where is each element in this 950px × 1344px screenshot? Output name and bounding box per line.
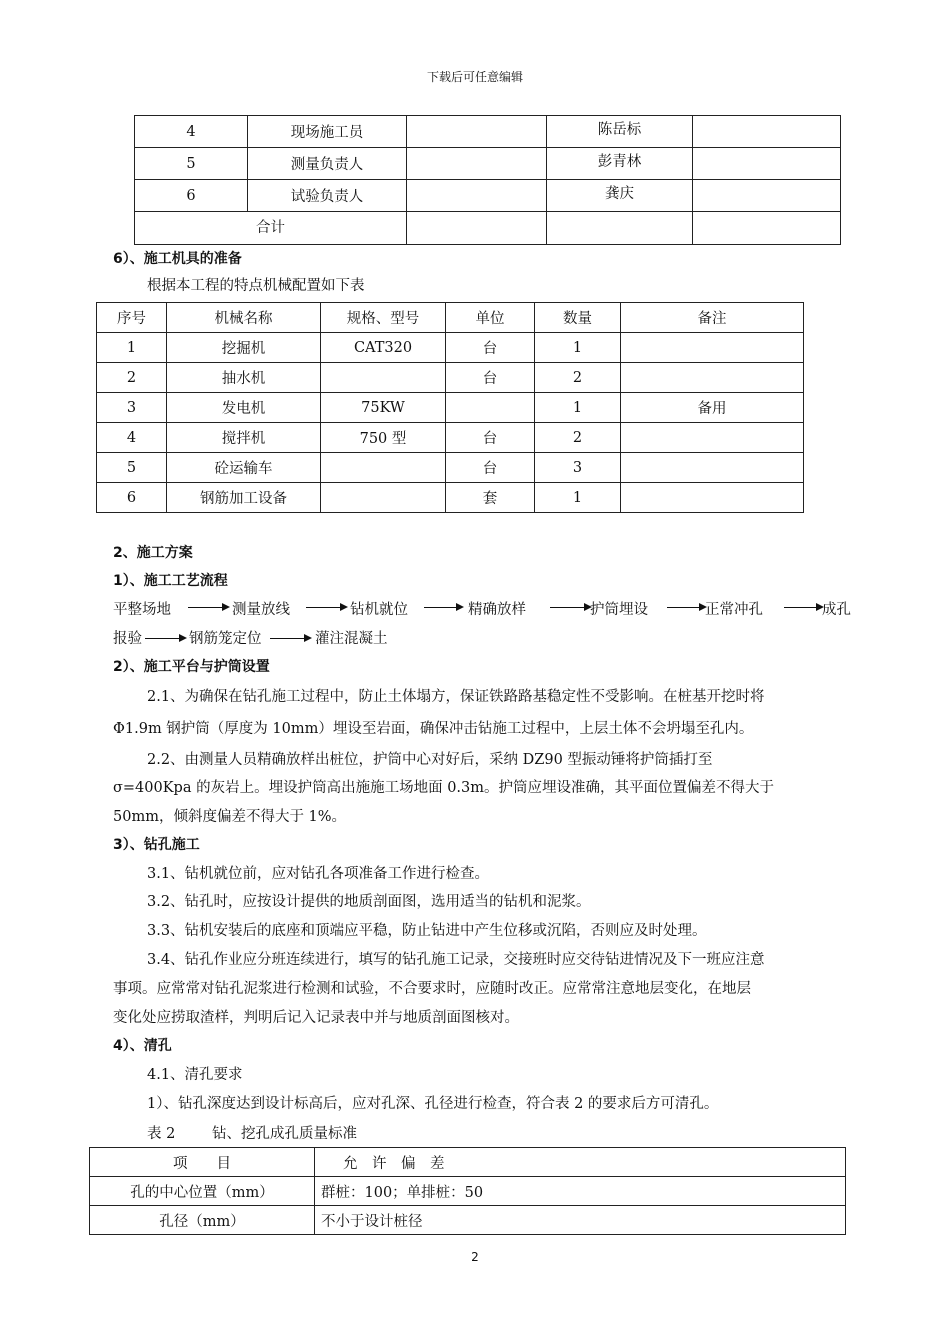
table-cell (621, 363, 804, 393)
table-row (135, 148, 841, 180)
flow-step: 测量放线 (232, 602, 290, 618)
page-header: 下载后可任意编辑 (426, 70, 523, 84)
table-cell: 2 (535, 423, 621, 453)
table-cell: 试验负责人 (248, 180, 407, 212)
table-cell: 陈岳标 (547, 116, 693, 148)
table-cell: 75KW (321, 393, 446, 423)
section-heading: 2、施工方案 (113, 545, 193, 561)
table-row (97, 333, 804, 363)
table-cell: 套 (446, 483, 535, 513)
staff-table (134, 115, 841, 245)
table-row (135, 116, 841, 148)
paragraph: 1）、钻孔深度达到设计标高后，应对孔深、孔径进行检查，符合表 2 的要求后方可清孔。 (147, 1096, 719, 1112)
table-cell (321, 483, 446, 513)
table-row (97, 393, 804, 423)
paragraph: 2.2、由测量人员精确放样出桩位，护筒中心对好后，采纳 DZ90 型振动锤将护筒插打至 (147, 752, 713, 768)
table-cell (407, 180, 547, 212)
table-cell: 台 (446, 363, 535, 393)
arrow-right-icon (145, 638, 185, 639)
column-header: 数量 (535, 303, 621, 333)
flow-step: 精确放样 (468, 602, 526, 618)
paragraph: 变化处应捞取渣样，判明后记入记录表中并与地质剖面图核对。 (113, 1010, 519, 1026)
paragraph: 事项。应常常对钻孔泥浆进行检测和试验，不合要求时，应随时改正。应常常注意地层变化，在地层 (113, 981, 751, 997)
table-cell: 发电机 (167, 393, 321, 423)
flow-step: 报验 (113, 631, 142, 647)
table-cell: 3 (535, 453, 621, 483)
table-cell: 5 (135, 148, 248, 180)
table-cell: 台 (446, 333, 535, 363)
table-cell (621, 423, 804, 453)
table-cell: 1 (535, 393, 621, 423)
table-cell: 孔的中心位置（mm） (90, 1177, 315, 1206)
table-cell: 6 (135, 180, 248, 212)
table-cell (446, 393, 535, 423)
section-heading: 3）、钻孔施工 (113, 837, 200, 853)
table-cell (621, 333, 804, 363)
arrow-right-icon (270, 638, 310, 639)
table-cell: 现场施工员 (248, 116, 407, 148)
column-header: 项 目 (90, 1148, 315, 1177)
column-header: 序号 (97, 303, 167, 333)
table-cell (407, 148, 547, 180)
table-header-row (97, 303, 804, 333)
flow-step: 护筒埋设 (590, 602, 648, 618)
table-row (135, 180, 841, 212)
section-heading: 4）、清孔 (113, 1038, 172, 1054)
total-label: 合计 (135, 212, 407, 245)
table-cell: 1 (97, 333, 167, 363)
flow-step: 平整场地 (113, 602, 171, 618)
table-cell (407, 116, 547, 148)
flow-step: 成孔 (822, 602, 851, 618)
table-row (97, 423, 804, 453)
table-cell: 2 (535, 363, 621, 393)
table-cell: 1 (535, 333, 621, 363)
table-cell: 6 (97, 483, 167, 513)
paragraph: 3.3、钻机安装后的底座和顶端应平稳，防止钻进中产生位移或沉陷，否则应及时处理。 (147, 923, 707, 939)
arrow-right-icon (306, 607, 346, 608)
table-cell: 孔径（mm） (90, 1206, 315, 1235)
table-cell: 搅拌机 (167, 423, 321, 453)
paragraph: 3.4、钻孔作业应分班连续进行，填写的钻孔施工记录，交接班时应交待钻进情况及下一班应注意 (147, 952, 765, 968)
table-cell: 挖掘机 (167, 333, 321, 363)
table-cell (693, 148, 841, 180)
table-row (97, 453, 804, 483)
section-heading: 1）、施工工艺流程 (113, 573, 228, 589)
table-cell: 2 (97, 363, 167, 393)
flow-step: 钻机就位 (350, 602, 408, 618)
table-cell (621, 483, 804, 513)
table-cell: 龚庆 (547, 180, 693, 212)
table-cell (693, 116, 841, 148)
table-cell: 3 (97, 393, 167, 423)
paragraph: 根据本工程的特点机械配置如下表 (147, 278, 365, 294)
paragraph: 3.2、钻孔时，应按设计提供的地质剖面图，选用适当的钻机和泥浆。 (147, 894, 591, 910)
table-row (97, 363, 804, 393)
table-cell (321, 453, 446, 483)
table-cell: 750 型 (321, 423, 446, 453)
table-cell: 5 (97, 453, 167, 483)
flow-step: 钢筋笼定位 (189, 631, 262, 647)
arrow-right-icon (424, 607, 462, 608)
table-row (90, 1206, 846, 1235)
table-cell: CAT320 (321, 333, 446, 363)
arrow-right-icon (784, 607, 822, 608)
paragraph: 2.1、为确保在钻孔施工过程中，防止土体塌方，保证铁路路基稳定性不受影响。在桩基开挖时将 (147, 689, 765, 705)
paragraph: 3.1、钻机就位前，应对钻孔各项准备工作进行检查。 (147, 866, 490, 882)
flow-step: 正常冲孔 (705, 602, 763, 618)
table-cell: 备用 (621, 393, 804, 423)
table-row (90, 1177, 846, 1206)
paragraph: 50mm，倾斜度偏差不得大于 1%。 (113, 809, 347, 825)
table-caption: 钻、挖孔成孔质量标准 (212, 1126, 357, 1142)
table-cell (693, 212, 841, 245)
table-cell: 台 (446, 453, 535, 483)
table-cell (693, 180, 841, 212)
column-header: 规格、型号 (321, 303, 446, 333)
arrow-right-icon (550, 607, 590, 608)
table-cell (621, 453, 804, 483)
column-header: 机械名称 (167, 303, 321, 333)
table-row (135, 212, 841, 245)
table-cell: 4 (135, 116, 248, 148)
table-cell: 1 (535, 483, 621, 513)
column-header: 单位 (446, 303, 535, 333)
table-cell (407, 212, 547, 245)
table-cell: 钢筋加工设备 (167, 483, 321, 513)
table-cell: 群桩：100；单排桩：50 (315, 1177, 846, 1206)
table-caption-number: 表 2 (147, 1126, 176, 1142)
arrow-right-icon (188, 607, 228, 608)
table-header-row (90, 1148, 846, 1177)
machine-table (96, 302, 804, 513)
table-cell: 砼运输车 (167, 453, 321, 483)
paragraph: σ=400Kpa 的灰岩上。埋设护筒高出施施工场地面 0.3m。护筒应埋设准确，其平面位置偏差不得大于 (113, 780, 775, 796)
table-cell (547, 212, 693, 245)
column-header: 允 许 偏 差 (315, 1148, 846, 1177)
table-row (97, 483, 804, 513)
table-cell: 不小于设计桩径 (315, 1206, 846, 1235)
section-heading: 6）、施工机具的准备 (113, 251, 242, 267)
page-number: 2 (471, 1250, 479, 1264)
table-cell (321, 363, 446, 393)
arrow-right-icon (667, 607, 705, 608)
table-cell: 4 (97, 423, 167, 453)
table-cell: 台 (446, 423, 535, 453)
column-header: 备注 (621, 303, 804, 333)
paragraph: 4.1、清孔要求 (147, 1067, 243, 1083)
table-cell: 彭青林 (547, 148, 693, 180)
section-heading: 2）、施工平台与护筒设置 (113, 659, 270, 675)
flow-step: 灌注混凝土 (315, 631, 388, 647)
paragraph: Φ1.9m 钢护筒（厚度为 10mm）埋设至岩面，确保冲击钻施工过程中，上层土体不会坍塌至孔内。 (113, 721, 754, 737)
table-cell: 抽水机 (167, 363, 321, 393)
quality-table (89, 1147, 846, 1235)
table-cell: 测量负责人 (248, 148, 407, 180)
